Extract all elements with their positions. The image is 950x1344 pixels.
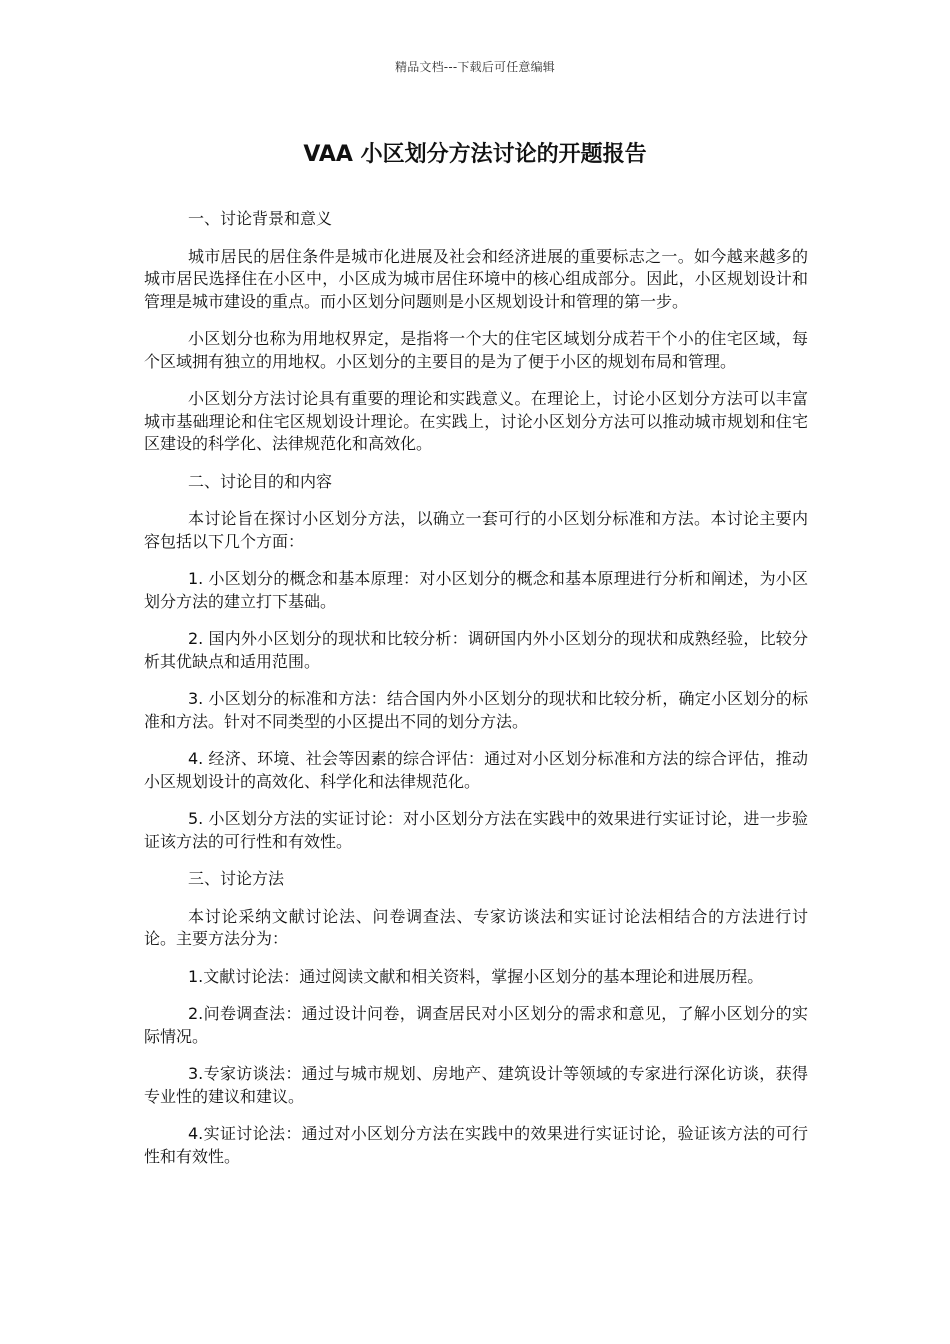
paragraph: 本讨论采纳文献讨论法、问卷调查法、专家访谈法和实证讨论法相结合的方法进行讨论。主要方法分为： — [144, 906, 808, 948]
document-body — [144, 208, 808, 1183]
section-heading-1: 一、讨论背景和意义 — [188, 209, 333, 228]
list-item: 1. 小区划分的概念和基本原理：对小区划分的概念和基本原理进行分析和阐述，为小区划分方法的建立打下基础。 — [144, 569, 808, 611]
list-item: 4.实证讨论法：通过对小区划分方法在实践中的效果进行实证讨论，验证该方法的可行性和有效性。 — [144, 1124, 808, 1166]
list-item: 1.文献讨论法：通过阅读文献和相关资料，掌握小区划分的基本理论和进展历程。 — [188, 966, 764, 986]
paragraph: 本讨论旨在探讨小区划分方法，以确立一套可行的小区划分标准和方法。本讨论主要内容包括以下几个方面： — [144, 509, 808, 551]
header-note: 精品文档---下载后可任意编辑 — [395, 60, 555, 74]
list-item: 4. 经济、环境、社会等因素的综合评估：通过对小区划分标准和方法的综合评估，推动小区规划设计的高效化、科学化和法律规范化。 — [144, 749, 808, 791]
section-heading-3: 三、讨论方法 — [188, 869, 285, 888]
paragraph: 小区划分方法讨论具有重要的理论和实践意义。在理论上，讨论小区划分方法可以丰富城市基础理论和住宅区规划设计理论。在实践上，讨论小区划分方法可以推动城市规划和住宅区建设的科学化、法律规范化和高效化。 — [144, 389, 808, 453]
list-item: 2. 国内外小区划分的现状和比较分析：调研国内外小区划分的现状和成熟经验，比较分析其优缺点和适用范围。 — [144, 629, 808, 671]
list-item: 3.专家访谈法：通过与城市规划、房地产、建筑设计等领域的专家进行深化访谈，获得专业性的建议和建议。 — [144, 1064, 808, 1106]
list-item: 2.问卷调查法：通过设计问卷，调查居民对小区划分的需求和意见，了解小区划分的实际情况。 — [144, 1004, 808, 1046]
paragraph: 城市居民的居住条件是城市化进展及社会和经济进展的重要标志之一。如今越来越多的城市居民选择住在小区中，小区成为城市居住环境中的核心组成部分。因此，小区规划设计和管理是城市建设的重点。而小区划分问题则是小区规划设计和管理的第一步。 — [144, 246, 808, 311]
document-title: VAA 小区划分方法讨论的开题报告 — [303, 142, 647, 167]
section-heading-2: 二、讨论目的和内容 — [188, 471, 333, 491]
list-item: 5. 小区划分方法的实证讨论：对小区划分方法在实践中的效果进行实证讨论，进一步验证该方法的可行性和有效性。 — [144, 809, 808, 851]
paragraph: 小区划分也称为用地权界定，是指将一个大的住宅区域划分成若干个小的住宅区域，每个区域拥有独立的用地权。小区划分的主要目的是为了便于小区的规划布局和管理。 — [144, 329, 808, 371]
list-item: 3. 小区划分的标准和方法：结合国内外小区划分的现状和比较分析，确定小区划分的标准和方法。针对不同类型的小区提出不同的划分方法。 — [144, 689, 808, 731]
